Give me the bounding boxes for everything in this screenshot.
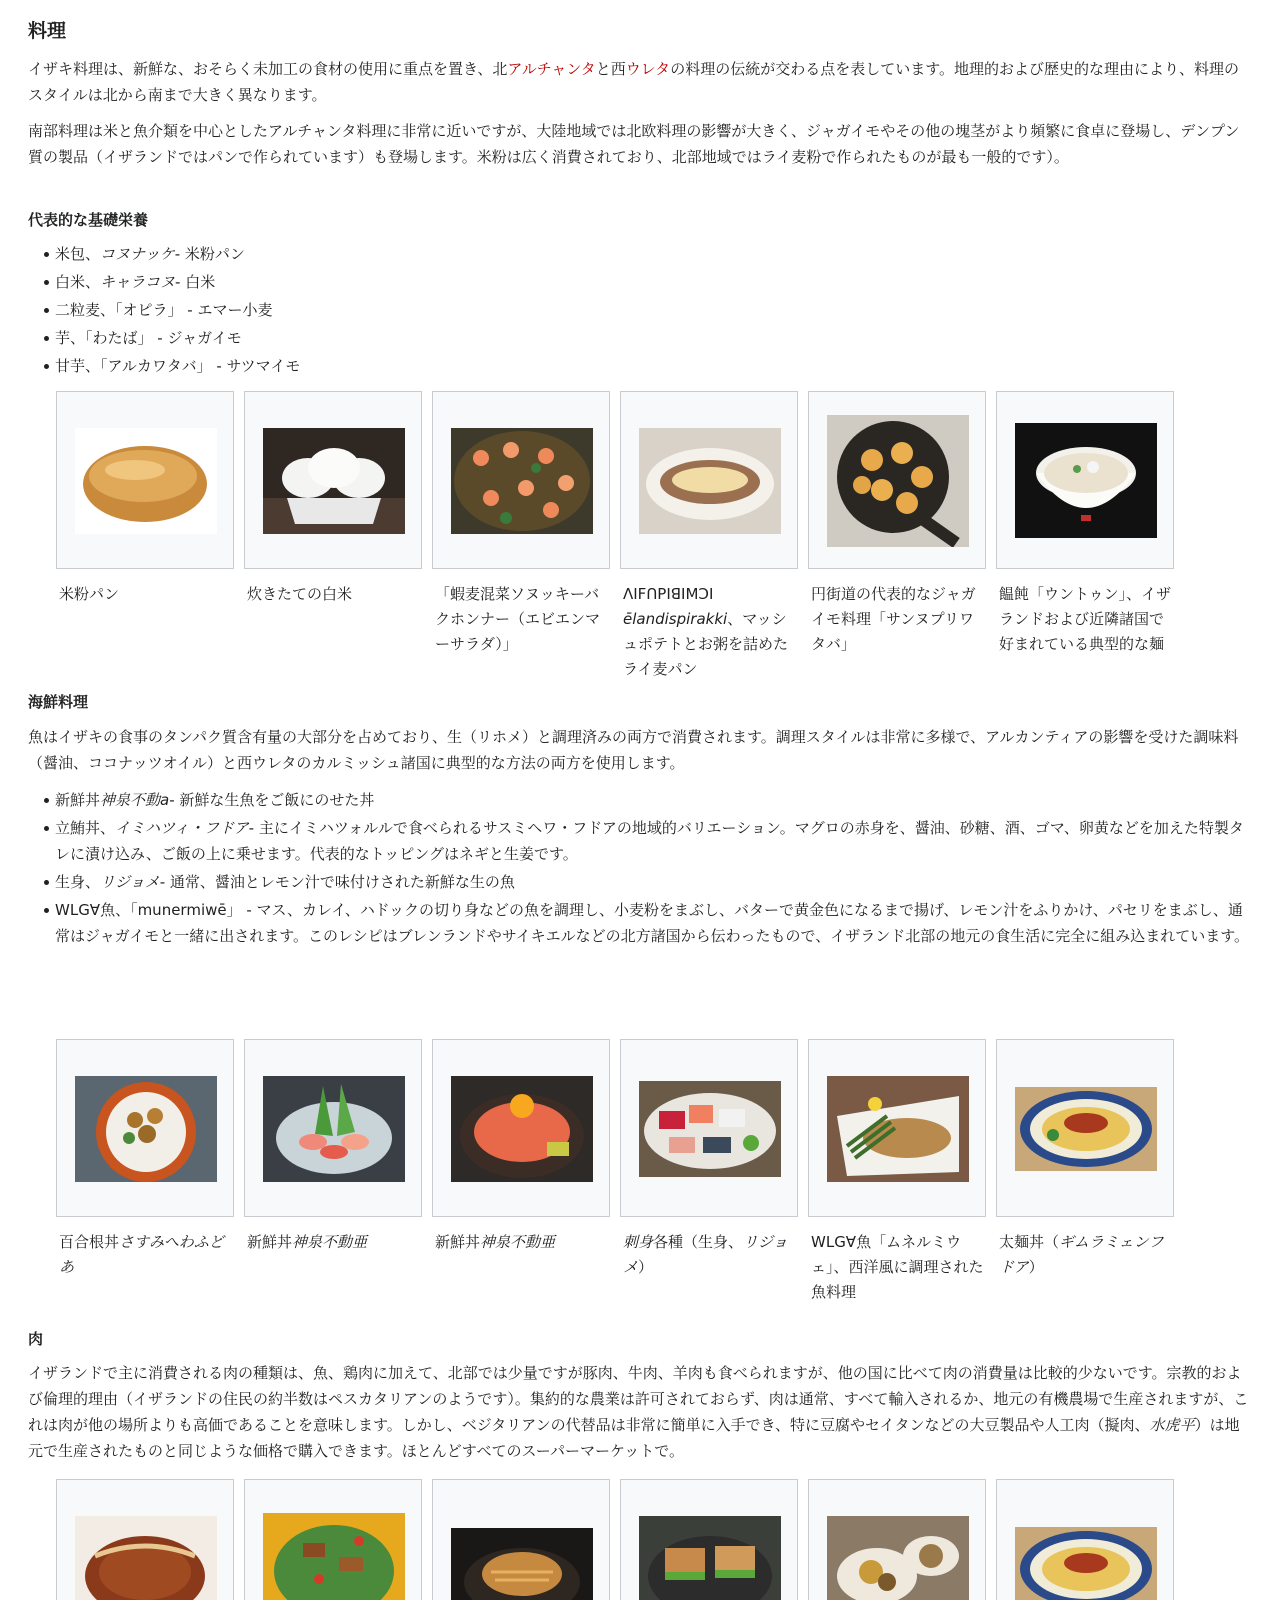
gallery-frame (620, 1039, 798, 1217)
gallery-caption: 刺身各種（生身、リジョメ） (623, 1233, 788, 1276)
gallery-caption: 円街道の代表的なジャガイモ料理「サンヌプリワタバ」 (811, 585, 976, 653)
gallery-frame (996, 1039, 1174, 1217)
rice-image[interactable] (263, 428, 405, 534)
gallery-caption: 太麺丼（ギムラミェンフドア） (999, 1233, 1164, 1276)
sashimi-plate-image[interactable] (639, 1081, 781, 1177)
staples-gallery (56, 391, 1186, 701)
list-item: 米包、コヌナッケ- 米粉パン (42, 241, 1252, 267)
grilled-meat-image[interactable] (75, 1516, 217, 1600)
gallery-caption: 新鮮丼神泉不動亜 (435, 1233, 556, 1251)
list-item: 立鮪丼、イミハツィ・フドア- 主にイミハツォルルで食べられるサスミヘワ・フドアの地域的バリエーション。マグロの赤身を、醤油、砂糖、酒、ゴマ、卵黄などを加えた特製タレに漬け込み、ご飯の上に乗せます。代表的なトッピングはネギと生姜です。 (42, 815, 1252, 867)
link-alchanta[interactable]: アルチャンタ (507, 60, 596, 78)
meat-paragraph: イザランドで主に消費される肉の種類は、魚、鶏肉に加えて、北部では少量ですが豚肉、牛肉、羊肉も食べられますが、他の国に比べて肉の消費量は比較的少ないです。宗教的および倫理的理由（イザランドの住民の約半数はペスカタリアンのようです）。集約的な農業は許可されておらず、肉は通常、すべて輸入されるか、地元の有機農場で生産されますが、これは肉が他の場所よりも高価であることを意味します。しかし、ベジタリアンの代替品は非常に簡単に入手でき、特に豆腐やセイタンなどの大豆製品や人工肉（擬肉、水虎平）は地元で生産されたものと同じような価格で購入できます。ほとんどすべてのスーパーマーケットで。 (28, 1364, 1249, 1460)
staples-list (42, 241, 1252, 381)
gallery-frame (56, 391, 234, 569)
gallery-frame (244, 391, 422, 569)
gallery-frame (996, 391, 1174, 569)
gallery-caption: 百合根丼さすみへわふどあ (59, 1233, 224, 1276)
staples-heading: 代表的な基礎栄養 (28, 211, 149, 229)
gallery-frame (808, 1479, 986, 1600)
list-item: 新鮮丼神泉不動a- 新鮮な生魚をご飯にのせた丼 (42, 787, 1252, 813)
thick-noodle-image[interactable] (1015, 1087, 1157, 1171)
meat-salad-image[interactable] (263, 1513, 405, 1600)
gallery-frame (432, 391, 610, 569)
noodle-bowl-image[interactable] (1015, 1527, 1157, 1600)
seafood-heading: 海鮮料理 (28, 693, 89, 711)
list-item: 白米、キャラコヌ- 白米 (42, 269, 1252, 295)
gallery-caption: 「蝦麦混菜ソヌッキーバクホンナー（エビエンマーサラダ）」 (435, 585, 601, 653)
lily-bowl-image[interactable] (75, 1076, 217, 1182)
gallery-frame (620, 1479, 798, 1600)
gallery-caption: 新鮮丼神泉不動亜 (247, 1233, 368, 1251)
gallery-caption: ꓥꓲꓝꓵꓑꓲꓭꓲꓟꓛꓲ ēlandispirakki、マッシュポテトとお粥を詰めたライ麦パン (623, 585, 789, 678)
list-item: ꓪꓡꓖꓯ魚、「munermiwē」 - マス、カレイ、ハドックの切り身などの魚を調理し、小麦粉をまぶし、バターで黄金色になるまで揚げ、レモン汁をふりかけ、パセリをまぶし、通常はジャガイモと一緒に出されます。このレシピはブレンランドやサイキエルなどの北方諸国から伝わったもので、イザランド北部の地元の食生活に完全に組み込まれています。 (42, 897, 1252, 949)
intro-paragraph-2: 南部料理は米と魚介類を中心としたアルチャンタ料理に非常に近いですが、大陸地域では北欧料理の影響が大きく、ジャガイモやその他の塊茎がより頻繁に食卓に登場し、デンプン質の製品（イザランドではパンで作られています）も登場します。米粉は広く消費されており、北部地域ではライ麦粉で作られたものが最も一般的です）。 (28, 122, 1240, 166)
meat-dishes-image[interactable] (827, 1516, 969, 1600)
gallery-frame (244, 1039, 422, 1217)
list-item: 生身、リジョメ- 通常、醤油とレモン汁で味付けされた新鮮な生の魚 (42, 869, 1252, 895)
list-item: 芋、「わたば」 - ジャガイモ (42, 325, 1252, 351)
intro-paragraph-1: イザキ料理は、新鮮な、おそらく未加工の食材の使用に重点を置き、北アルチャンタと西ウレタの料理の伝統が交わる点を表しています。地理的および歴史的な理由により、料理のスタイルは北から南まで大きく異なります。 (28, 60, 1239, 104)
gallery-frame (432, 1479, 610, 1600)
seafood-gallery (56, 1039, 1186, 1349)
gallery-caption: 饂飩「ウントゥン」、イザランドおよび近隣諸国で好まれている典型的な麺 (999, 585, 1172, 653)
list-item: 二粒麦、「オピラ」 - エマー小麦 (42, 297, 1252, 323)
fish-meuniere-image[interactable] (827, 1076, 969, 1182)
sashimi-bowl-image[interactable] (263, 1076, 405, 1182)
list-item: 甘芋、「アルカワタバ」 - サツマイモ (42, 353, 1252, 379)
shrimp-salad-image[interactable] (451, 428, 593, 534)
salmon-bowl-image[interactable] (451, 1076, 593, 1182)
gallery-frame (808, 391, 986, 569)
seafood-paragraph: 魚はイザキの食事のタンパク質含有量の大部分を占めており、生（リホメ）と調理済みの両方で消費されます。調理スタイルは非常に多様で、アルカンティアの影響を受けた調味料（醤油、ココナッツオイル）と西ウレタのカルミッシュ諸国に典型的な方法の両方を使用します。 (28, 728, 1239, 772)
gallery-caption: 米粉パン (59, 585, 120, 603)
meat-gallery (56, 1479, 1186, 1600)
katsu-image[interactable] (451, 1528, 593, 1600)
bread-image[interactable] (75, 428, 217, 534)
gallery-frame (56, 1039, 234, 1217)
meat-heading: 肉 (28, 1330, 44, 1348)
rye-pastry-image[interactable] (639, 428, 781, 534)
gallery-caption: ꓪꓡꓖꓯ魚「ムネルミウェ」、西洋風に調理された魚料理 (811, 1233, 984, 1301)
gallery-frame (56, 1479, 234, 1600)
potato-skillet-image[interactable] (827, 415, 969, 547)
section-title: 料理 (28, 20, 67, 42)
sandwich-plate-image[interactable] (639, 1516, 781, 1600)
gallery-frame (996, 1479, 1174, 1600)
gallery-frame (620, 391, 798, 569)
link-ureta[interactable]: ウレタ (625, 60, 671, 78)
gallery-frame (244, 1479, 422, 1600)
gallery-frame (432, 1039, 610, 1217)
seafood-list (42, 787, 1252, 951)
udon-image[interactable] (1015, 423, 1157, 538)
gallery-frame (808, 1039, 986, 1217)
gallery-caption: 炊きたての白米 (247, 585, 353, 603)
